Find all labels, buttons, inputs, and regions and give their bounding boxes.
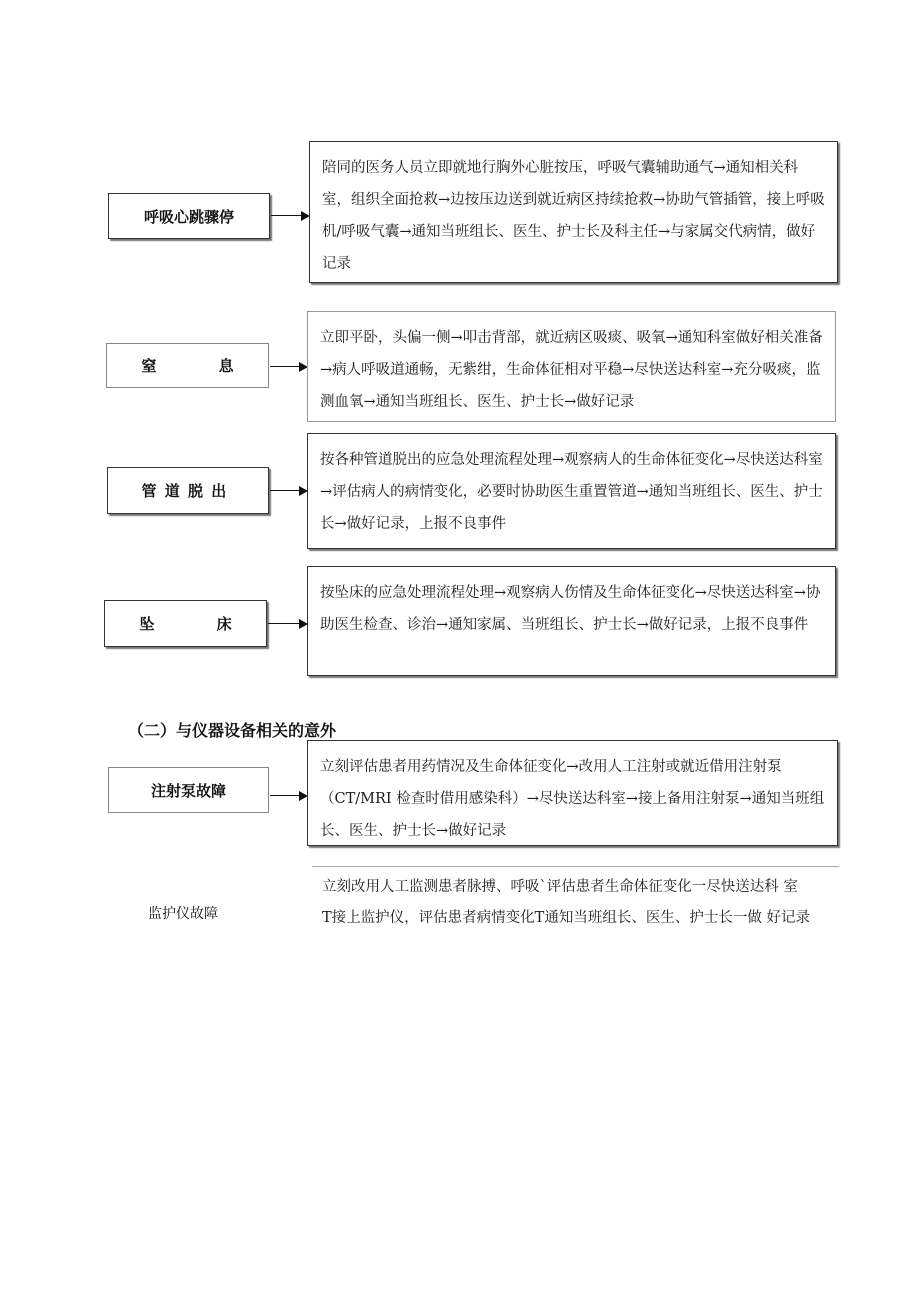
divider [312, 866, 839, 867]
section-heading: （二）与仪器设备相关的意外 [128, 721, 337, 740]
arrow-right-icon [270, 795, 306, 796]
arrow-right-icon [268, 623, 306, 624]
description-box [307, 311, 836, 422]
label-cardiac-arrest [108, 193, 270, 239]
description-line: 立刻改用人工监测患者脉搏、呼吸`评估患者生命体征变化一尽快送达科 室 [322, 879, 798, 895]
label-asphyxia [106, 343, 269, 388]
label-syringe-pump-failure [108, 767, 269, 813]
label-text: 窒 息 [141, 357, 263, 375]
label-monitor-failure: 监护仪故障 [148, 906, 218, 922]
label-text: 呼吸心跳骤停 [143, 207, 234, 226]
description-line: T接上监护仪，评估患者病情变化T通知当班组长、医生、护士长一做 好记录 [322, 910, 810, 926]
label-text: 注射泵故障 [150, 781, 226, 800]
arrow-right-icon [270, 490, 306, 491]
arrow-right-icon [271, 215, 308, 216]
description-box [309, 141, 838, 283]
description-box [307, 433, 836, 549]
label-text: 坠 床 [139, 615, 261, 633]
label-text: 管道脱出 [141, 482, 235, 500]
description-text: 立刻评估患者用药情况及生命体征变化→改用人工注射或就近借用注射泵（CT/MRI 检查时借用感染科）→尽快送达科室→接上备用注射泵→通知当班组长、医生、护士长→做好记录 [320, 759, 825, 839]
description-text: 立即平卧，头偏一侧→叩击背部，就近病区吸痰、吸氧→通知科室做好相关准备→病人呼吸道通畅，无紫绀，生命体征相对平稳→尽快送达科室→充分吸痰，监测血氧→通知当班组长、医生、护士长→做好记录 [320, 330, 823, 410]
label-fall-from-bed [104, 600, 267, 647]
description-text: 陪同的医务人员立即就地行胸外心脏按压，呼吸气囊辅助通气→通知相关科室，组织全面抢救→边按压边送到就近病区持续抢救→协助气管插管，接上呼吸机/呼吸气囊→通知当班组长、医生、护士长及科主任→与家属交代病情，做好记录 [322, 160, 825, 272]
description-box [307, 566, 836, 676]
label-tube-dislodgement [107, 467, 269, 514]
description-text [322, 872, 842, 934]
description-text: 按各种管道脱出的应急处理流程处理→观察病人的生命体征变化→尽快送达科室→评估病人的病情变化，必要时协助医生重置管道→通知当班组长、医生、护士长→做好记录，上报不良事件 [320, 452, 823, 532]
description-box [307, 740, 838, 846]
arrow-right-icon [270, 366, 306, 367]
description-text: 按坠床的应急处理流程处理→观察病人伤情及生命体征变化→尽快送达科室→协助医生检查、诊治→通知家属、当班组长、护士长→做好记录，上报不良事件 [320, 585, 821, 633]
